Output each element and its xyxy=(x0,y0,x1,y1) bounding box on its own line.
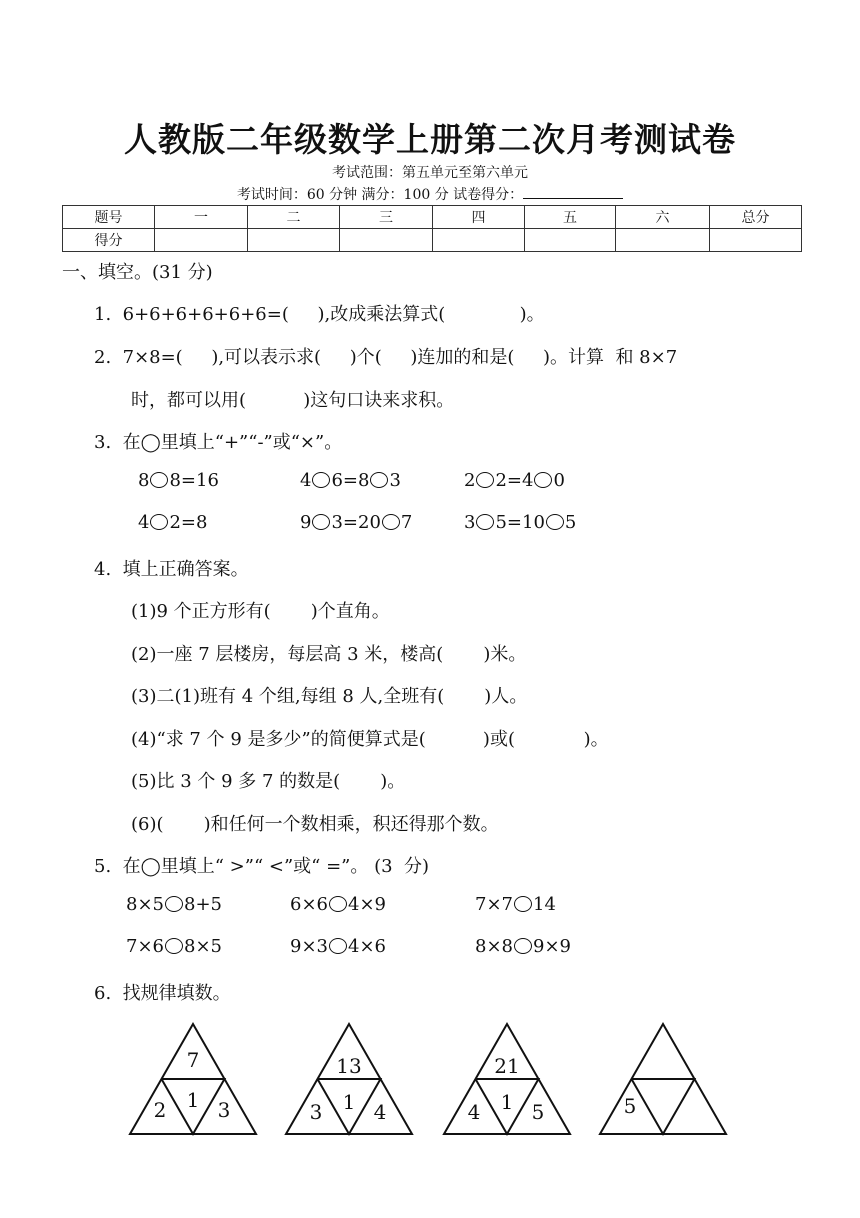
q3-operand: 6=8 xyxy=(331,470,370,491)
q5-left: 7×7 xyxy=(475,894,513,915)
triangle-middle-number: 1 xyxy=(500,1090,514,1114)
q3-operand: 5 xyxy=(564,512,577,533)
exam-title: 人教版二年级数学上册第二次月考测试卷 xyxy=(124,120,736,159)
q5-right: 14 xyxy=(533,894,556,915)
q3-item xyxy=(464,512,576,533)
q5-right: 8×5 xyxy=(184,936,222,957)
score-header-cell: 一 xyxy=(155,206,248,229)
answer-circle[interactable] xyxy=(546,514,564,530)
q3-operand: 4 xyxy=(138,512,150,533)
score-blank[interactable] xyxy=(523,186,623,199)
number-triangle xyxy=(284,1022,414,1136)
q3-operand: 8=16 xyxy=(169,470,219,491)
q3-operand: 4 xyxy=(300,470,312,491)
q5-right: 4×9 xyxy=(348,894,386,915)
question-4: 4. 填上正确答案。 xyxy=(94,559,249,580)
q3-operand: 2 xyxy=(464,470,476,491)
q5-left: 7×6 xyxy=(126,936,164,957)
score-header-cell: 总分 xyxy=(710,206,802,229)
section-heading: 一、填空。(31 分) xyxy=(62,262,213,283)
triangle-right-number: 5 xyxy=(531,1100,545,1124)
score-cell[interactable] xyxy=(340,229,433,252)
question-1: 1. 6+6+6+6+6+6=( ),改成乘法算式( )。 xyxy=(94,304,545,325)
triangle-outline xyxy=(598,1022,728,1136)
q5-left: 8×8 xyxy=(475,936,513,957)
answer-circle[interactable] xyxy=(150,514,168,530)
answer-circle[interactable] xyxy=(476,472,494,488)
triangle-left-number: 3 xyxy=(309,1100,323,1124)
q5-item xyxy=(126,894,222,915)
answer-circle[interactable] xyxy=(312,472,330,488)
triangle-left-number: 2 xyxy=(153,1098,167,1122)
number-triangle xyxy=(442,1022,572,1136)
score-value-row xyxy=(63,229,802,252)
triangle-left-number: 5 xyxy=(623,1094,637,1118)
q5-left: 6×6 xyxy=(290,894,328,915)
q3-operand: 5=10 xyxy=(495,512,545,533)
triangle-right-number: 3 xyxy=(217,1098,231,1122)
question-2-line-1: 2. 7×8=( ),可以表示求( )个( )连加的和是( )。计算 和 8×7 xyxy=(94,347,678,368)
q4-item: (1)9 个正方形有( )个直角。 xyxy=(131,601,390,622)
score-cell[interactable] xyxy=(248,229,340,252)
answer-circle[interactable] xyxy=(165,938,183,954)
q3-operand: 3 xyxy=(464,512,476,533)
answer-circle[interactable] xyxy=(514,896,532,912)
q5-item xyxy=(475,936,571,957)
q5-item xyxy=(126,936,222,957)
q3-operand: 8 xyxy=(138,470,150,491)
answer-circle[interactable] xyxy=(382,514,400,530)
score-table xyxy=(62,205,802,252)
q5-item xyxy=(290,936,386,957)
triangle-middle-number: 1 xyxy=(342,1090,356,1114)
score-cell[interactable] xyxy=(710,229,802,252)
q3-operand: 7 xyxy=(400,512,413,533)
triangle-left-number: 4 xyxy=(467,1100,481,1124)
q4-item: (2)一座 7 层楼房，每层高 3 米，楼高( )米。 xyxy=(131,644,527,665)
score-row-label: 得分 xyxy=(63,229,155,252)
q3-operand: 3=20 xyxy=(331,512,381,533)
q4-item: (3)二(1)班有 4 个组,每组 8 人,全班有( )人。 xyxy=(131,686,528,707)
answer-circle[interactable] xyxy=(476,514,494,530)
q5-item xyxy=(475,894,556,915)
q5-left: 8×5 xyxy=(126,894,164,915)
question-2-line-2: 时，都可以用( )这句口诀来求积。 xyxy=(131,390,455,411)
score-cell[interactable] xyxy=(616,229,710,252)
q3-item xyxy=(464,470,565,491)
score-cell[interactable] xyxy=(433,229,525,252)
q5-right: 8+5 xyxy=(184,894,222,915)
score-header-row xyxy=(63,206,802,229)
triangle-top-number: 7 xyxy=(186,1048,200,1072)
answer-circle[interactable] xyxy=(150,472,168,488)
q3-operand: 0 xyxy=(553,470,565,491)
score-cell[interactable] xyxy=(525,229,616,252)
question-6: 6. 找规律填数。 xyxy=(94,983,231,1004)
q3-item xyxy=(138,470,219,491)
question-5: 5. 在◯里填上“ >”“ <”或“ =”。 (3 分) xyxy=(94,856,430,877)
q5-item xyxy=(290,894,386,915)
score-cell[interactable] xyxy=(155,229,248,252)
q3-operand: 2=8 xyxy=(169,512,208,533)
question-3: 3. 在◯里填上“+”“-”或“×”。 xyxy=(94,432,343,453)
q3-item xyxy=(300,512,412,533)
q3-item xyxy=(300,470,401,491)
score-header-cell: 二 xyxy=(248,206,340,229)
q4-item: (6)( )和任何一个数相乘，积还得那个数。 xyxy=(131,814,499,835)
q3-operand: 2=4 xyxy=(495,470,534,491)
exam-scope: 考试范围：第五单元至第六单元 xyxy=(332,165,528,181)
score-header-cell: 四 xyxy=(433,206,525,229)
q3-item xyxy=(138,512,207,533)
answer-circle[interactable] xyxy=(329,896,347,912)
triangle-top-number: 13 xyxy=(336,1054,362,1078)
q5-right: 9×9 xyxy=(533,936,571,957)
answer-circle[interactable] xyxy=(329,938,347,954)
q3-operand: 3 xyxy=(389,470,401,491)
exam-meta-text: 考试时间：60 分钟 满分：100 分 试卷得分： xyxy=(236,187,524,203)
exam-meta xyxy=(0,184,860,204)
q4-item: (5)比 3 个 9 多 7 的数是( )。 xyxy=(131,771,406,792)
q5-right: 4×6 xyxy=(348,936,386,957)
answer-circle[interactable] xyxy=(370,472,388,488)
answer-circle[interactable] xyxy=(165,896,183,912)
score-header-cell: 题号 xyxy=(63,206,155,229)
triangle-middle-number: 1 xyxy=(186,1088,200,1112)
number-triangle xyxy=(128,1022,258,1136)
q5-left: 9×3 xyxy=(290,936,328,957)
answer-circle[interactable] xyxy=(514,938,532,954)
score-header-cell: 三 xyxy=(340,206,433,229)
answer-circle[interactable] xyxy=(312,514,330,530)
q4-item: (4)“求 7 个 9 是多少”的简便算式是( )或( )。 xyxy=(131,729,609,750)
answer-circle[interactable] xyxy=(534,472,552,488)
triangle-top-number: 21 xyxy=(494,1054,520,1078)
number-triangle xyxy=(598,1022,728,1136)
score-header-cell: 五 xyxy=(525,206,616,229)
score-header-cell: 六 xyxy=(616,206,710,229)
triangle-right-number: 4 xyxy=(373,1100,387,1124)
q3-operand: 9 xyxy=(300,512,312,533)
